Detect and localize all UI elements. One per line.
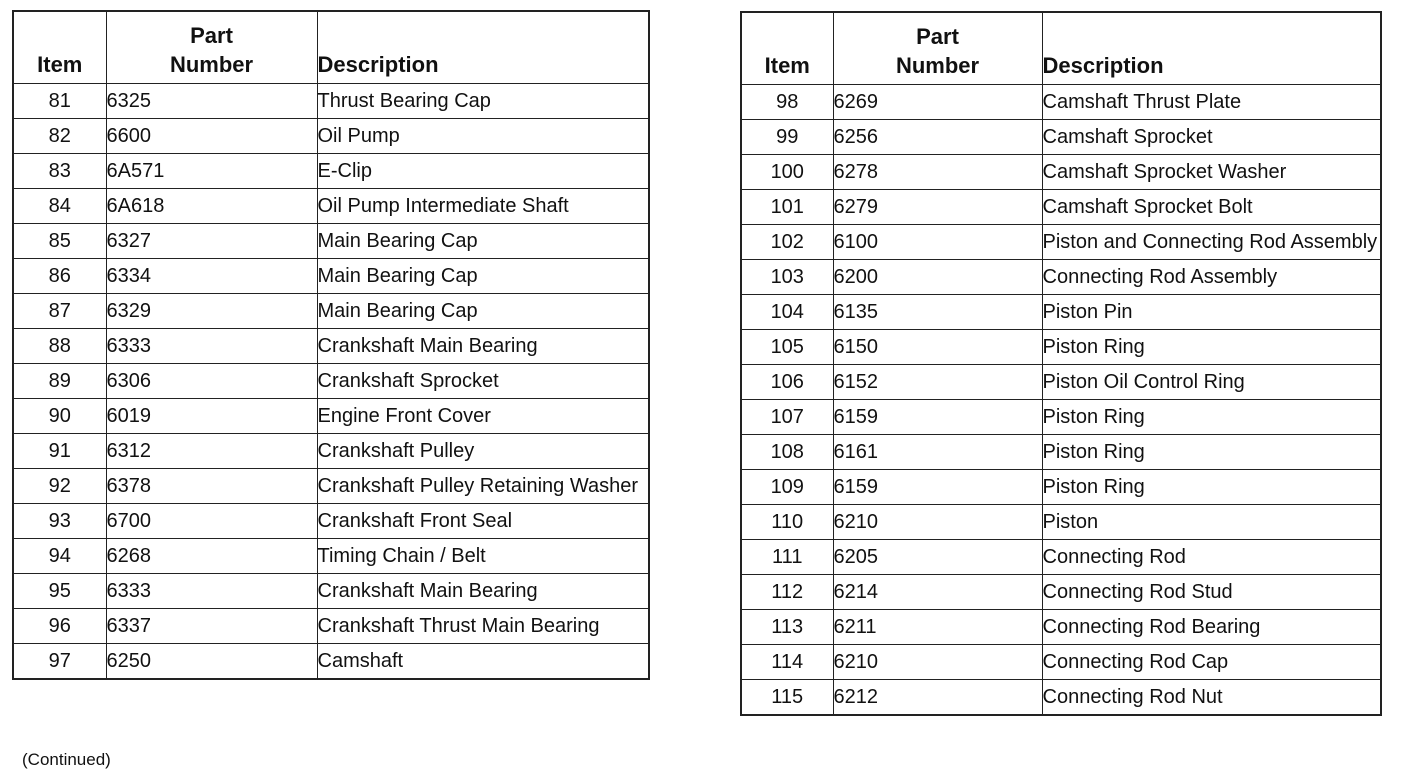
table-row bbox=[741, 294, 1381, 329]
cell-item: 92 bbox=[13, 468, 106, 503]
cell-part-number: 6306 bbox=[106, 363, 317, 398]
cell-item: 83 bbox=[13, 153, 106, 188]
table-row bbox=[13, 118, 649, 153]
cell-part-number: 6279 bbox=[833, 189, 1042, 224]
header-item: Item bbox=[13, 11, 106, 83]
cell-item: 88 bbox=[13, 328, 106, 363]
cell-item: 91 bbox=[13, 433, 106, 468]
table-row bbox=[13, 608, 649, 643]
cell-item: 87 bbox=[13, 293, 106, 328]
table-row bbox=[741, 644, 1381, 679]
cell-item: 100 bbox=[741, 154, 833, 189]
cell-description: Connecting Rod Bearing bbox=[1042, 609, 1381, 644]
cell-description: Connecting Rod bbox=[1042, 539, 1381, 574]
table-row bbox=[13, 83, 649, 118]
table-row bbox=[13, 573, 649, 608]
table-row bbox=[741, 154, 1381, 189]
cell-item: 99 bbox=[741, 119, 833, 154]
table-row bbox=[13, 328, 649, 363]
parts-table-left bbox=[12, 10, 650, 680]
table-header-row bbox=[741, 12, 1381, 84]
cell-description: Engine Front Cover bbox=[317, 398, 649, 433]
cell-part-number: 6211 bbox=[833, 609, 1042, 644]
table-body-right bbox=[741, 84, 1381, 715]
table-row bbox=[741, 224, 1381, 259]
table-body-left bbox=[13, 83, 649, 679]
header-part-line1: Part bbox=[190, 22, 233, 48]
cell-item: 112 bbox=[741, 574, 833, 609]
cell-part-number: 6700 bbox=[106, 503, 317, 538]
header-item: Item bbox=[741, 12, 833, 84]
header-part-line2: Number bbox=[895, 52, 980, 78]
table-row bbox=[741, 259, 1381, 294]
cell-description: Piston bbox=[1042, 504, 1381, 539]
cell-description: Camshaft Thrust Plate bbox=[1042, 84, 1381, 119]
table-row bbox=[13, 363, 649, 398]
table-row bbox=[741, 189, 1381, 224]
cell-description: Camshaft bbox=[317, 643, 649, 679]
cell-part-number: 6159 bbox=[833, 469, 1042, 504]
cell-description: Main Bearing Cap bbox=[317, 223, 649, 258]
table-row bbox=[13, 188, 649, 223]
table-row bbox=[13, 643, 649, 679]
parts-table-right bbox=[740, 11, 1382, 716]
cell-part-number: 6312 bbox=[106, 433, 317, 468]
table-row bbox=[741, 329, 1381, 364]
cell-part-number: 6159 bbox=[833, 399, 1042, 434]
cell-item: 104 bbox=[741, 294, 833, 329]
cell-description: Connecting Rod Stud bbox=[1042, 574, 1381, 609]
table-row bbox=[13, 258, 649, 293]
cell-description: Crankshaft Main Bearing bbox=[317, 573, 649, 608]
table-row bbox=[741, 434, 1381, 469]
cell-part-number: 6327 bbox=[106, 223, 317, 258]
cell-description: Timing Chain / Belt bbox=[317, 538, 649, 573]
table-row bbox=[741, 539, 1381, 574]
cell-item: 109 bbox=[741, 469, 833, 504]
table-row bbox=[741, 504, 1381, 539]
cell-description: Connecting Rod Nut bbox=[1042, 679, 1381, 715]
cell-description: Main Bearing Cap bbox=[317, 258, 649, 293]
table-row bbox=[13, 223, 649, 258]
table-row bbox=[741, 574, 1381, 609]
table-row bbox=[741, 609, 1381, 644]
cell-item: 107 bbox=[741, 399, 833, 434]
table-row bbox=[741, 84, 1381, 119]
cell-description: Connecting Rod Assembly bbox=[1042, 259, 1381, 294]
cell-item: 111 bbox=[741, 539, 833, 574]
cell-description: Main Bearing Cap bbox=[317, 293, 649, 328]
header-part-line2: Number bbox=[169, 51, 254, 77]
cell-item: 98 bbox=[741, 84, 833, 119]
cell-part-number: 6329 bbox=[106, 293, 317, 328]
cell-description: Crankshaft Pulley bbox=[317, 433, 649, 468]
cell-description: Piston Ring bbox=[1042, 399, 1381, 434]
cell-part-number: 6334 bbox=[106, 258, 317, 293]
cell-description: Camshaft Sprocket bbox=[1042, 119, 1381, 154]
cell-description: Oil Pump Intermediate Shaft bbox=[317, 188, 649, 223]
cell-description: Piston Ring bbox=[1042, 329, 1381, 364]
cell-item: 113 bbox=[741, 609, 833, 644]
cell-item: 108 bbox=[741, 434, 833, 469]
header-part-line1: Part bbox=[916, 23, 959, 49]
cell-part-number: 6269 bbox=[833, 84, 1042, 119]
table-row bbox=[13, 538, 649, 573]
cell-description: Camshaft Sprocket Bolt bbox=[1042, 189, 1381, 224]
cell-description: Piston and Connecting Rod Assembly bbox=[1042, 224, 1381, 259]
cell-part-number: 6200 bbox=[833, 259, 1042, 294]
cell-description: Crankshaft Front Seal bbox=[317, 503, 649, 538]
cell-part-number: 6A618 bbox=[106, 188, 317, 223]
cell-part-number: 6214 bbox=[833, 574, 1042, 609]
header-description: Description bbox=[1042, 12, 1381, 84]
cell-part-number: 6333 bbox=[106, 573, 317, 608]
cell-item: 82 bbox=[13, 118, 106, 153]
table-row bbox=[13, 468, 649, 503]
cell-item: 101 bbox=[741, 189, 833, 224]
table-row bbox=[741, 399, 1381, 434]
cell-part-number: 6150 bbox=[833, 329, 1042, 364]
table-row bbox=[13, 398, 649, 433]
cell-item: 115 bbox=[741, 679, 833, 715]
cell-description: Crankshaft Sprocket bbox=[317, 363, 649, 398]
cell-description: Piston Ring bbox=[1042, 434, 1381, 469]
cell-part-number: 6161 bbox=[833, 434, 1042, 469]
table-row bbox=[13, 503, 649, 538]
cell-part-number: 6A571 bbox=[106, 153, 317, 188]
cell-description: Thrust Bearing Cap bbox=[317, 83, 649, 118]
cell-part-number: 6325 bbox=[106, 83, 317, 118]
cell-description: Piston Ring bbox=[1042, 469, 1381, 504]
table-row bbox=[741, 119, 1381, 154]
table-row bbox=[13, 433, 649, 468]
cell-description: Crankshaft Thrust Main Bearing bbox=[317, 608, 649, 643]
cell-item: 89 bbox=[13, 363, 106, 398]
cell-description: Crankshaft Pulley Retaining Washer bbox=[317, 468, 649, 503]
cell-item: 102 bbox=[741, 224, 833, 259]
cell-item: 84 bbox=[13, 188, 106, 223]
cell-part-number: 6250 bbox=[106, 643, 317, 679]
header-description: Description bbox=[317, 11, 649, 83]
table-row bbox=[741, 679, 1381, 715]
cell-description: Oil Pump bbox=[317, 118, 649, 153]
cell-description: Piston Pin bbox=[1042, 294, 1381, 329]
cell-description: Piston Oil Control Ring bbox=[1042, 364, 1381, 399]
continued-note: (Continued) bbox=[22, 750, 111, 769]
cell-part-number: 6152 bbox=[833, 364, 1042, 399]
table-row bbox=[741, 469, 1381, 504]
cell-item: 110 bbox=[741, 504, 833, 539]
cell-item: 106 bbox=[741, 364, 833, 399]
cell-description: Crankshaft Main Bearing bbox=[317, 328, 649, 363]
cell-item: 103 bbox=[741, 259, 833, 294]
cell-description: Connecting Rod Cap bbox=[1042, 644, 1381, 679]
cell-part-number: 6268 bbox=[106, 538, 317, 573]
cell-item: 105 bbox=[741, 329, 833, 364]
cell-part-number: 6100 bbox=[833, 224, 1042, 259]
cell-item: 94 bbox=[13, 538, 106, 573]
table-row bbox=[13, 153, 649, 188]
cell-part-number: 6210 bbox=[833, 644, 1042, 679]
cell-part-number: 6019 bbox=[106, 398, 317, 433]
cell-item: 95 bbox=[13, 573, 106, 608]
cell-part-number: 6210 bbox=[833, 504, 1042, 539]
table-row bbox=[13, 293, 649, 328]
cell-item: 90 bbox=[13, 398, 106, 433]
cell-part-number: 6278 bbox=[833, 154, 1042, 189]
table-header-row bbox=[13, 11, 649, 83]
cell-part-number: 6333 bbox=[106, 328, 317, 363]
cell-item: 96 bbox=[13, 608, 106, 643]
cell-item: 86 bbox=[13, 258, 106, 293]
cell-item: 97 bbox=[13, 643, 106, 679]
cell-part-number: 6337 bbox=[106, 608, 317, 643]
cell-part-number: 6600 bbox=[106, 118, 317, 153]
table-row bbox=[741, 364, 1381, 399]
cell-part-number: 6378 bbox=[106, 468, 317, 503]
cell-part-number: 6212 bbox=[833, 679, 1042, 715]
cell-item: 114 bbox=[741, 644, 833, 679]
header-part-number bbox=[833, 12, 1042, 84]
cell-description: Camshaft Sprocket Washer bbox=[1042, 154, 1381, 189]
cell-item: 93 bbox=[13, 503, 106, 538]
cell-description: E-Clip bbox=[317, 153, 649, 188]
cell-part-number: 6135 bbox=[833, 294, 1042, 329]
cell-item: 81 bbox=[13, 83, 106, 118]
cell-part-number: 6256 bbox=[833, 119, 1042, 154]
cell-item: 85 bbox=[13, 223, 106, 258]
cell-part-number: 6205 bbox=[833, 539, 1042, 574]
header-part-number bbox=[106, 11, 317, 83]
